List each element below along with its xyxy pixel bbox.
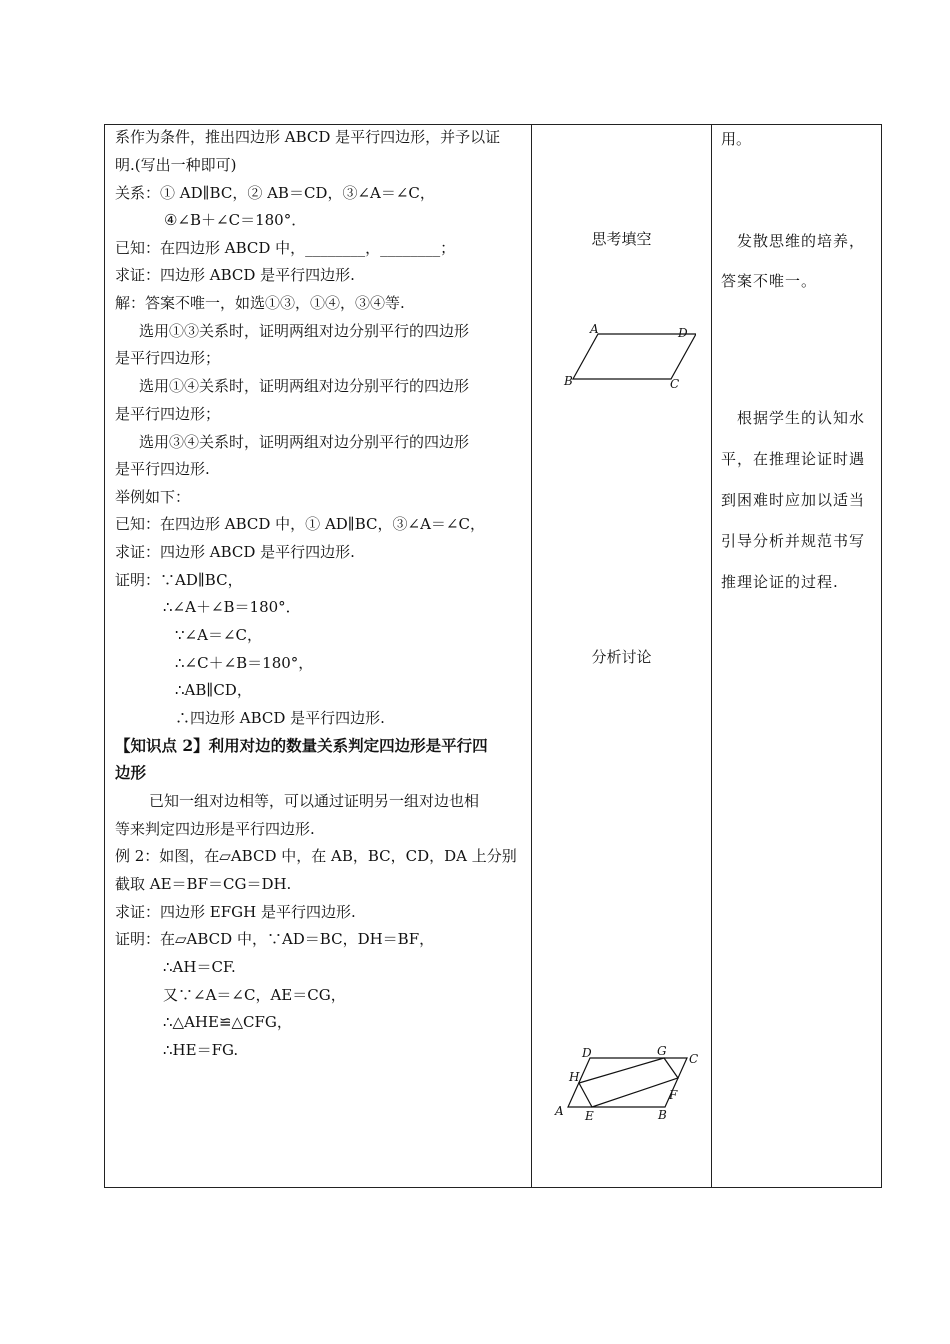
text-line: 选用①④关系时，证明两组对边分别平行的四边形 xyxy=(139,377,470,395)
text-line: 求证：四边形 EFGH 是平行四边形. xyxy=(115,903,356,921)
text-line: 关系：① AD∥BC，② AB＝CD，③∠A＝∠C， xyxy=(115,184,435,202)
text-line: 是平行四边形； xyxy=(115,349,221,367)
text-line: 求证：四边形 ABCD 是平行四边形. xyxy=(115,266,355,284)
label-a: A xyxy=(555,1104,564,1118)
text-line: 推理论证的过程. xyxy=(721,573,839,591)
text-line: 已知一组对边相等，可以通过证明另一组对边也相 xyxy=(149,792,480,810)
text-line: 解：答案不唯一，如选①③，①④，③④等. xyxy=(115,294,405,312)
activity-column xyxy=(532,125,711,1187)
text-line: 平，在推理论证时遇 xyxy=(721,450,866,468)
content-column xyxy=(115,125,527,1187)
label-e: E xyxy=(585,1109,594,1123)
text-line: 到困难时应加以适当 xyxy=(721,491,866,509)
label-f: F xyxy=(669,1088,678,1102)
text-line: ∴△AHE≌△CFG， xyxy=(163,1013,292,1031)
text-line: 引导分析并规范书写 xyxy=(721,532,866,550)
text-line: 又∵∠A＝∠C，AE＝CG， xyxy=(163,986,346,1004)
inner-quadrilateral-efgh xyxy=(579,1058,678,1107)
text-line: 根据学生的认知水 xyxy=(737,409,866,427)
text-line: 例 2：如图，在▱ABCD 中，在 AB，BC，CD，DA 上分别 xyxy=(115,847,517,865)
text-line: ∴HE＝FG. xyxy=(163,1041,239,1059)
text-line: 是平行四边形； xyxy=(115,405,221,423)
text-line: 证明：在▱ABCD 中，∵AD＝BC，DH＝BF， xyxy=(115,930,435,948)
text-line: 截取 AE＝BF＝CG＝DH. xyxy=(115,875,292,893)
think-fill-label: 思考填空 xyxy=(591,230,652,248)
text-line: 答案不唯一。 xyxy=(721,272,818,290)
text-line: ④∠B＋∠C＝180°． xyxy=(164,211,307,229)
parallelogram-abcd-figure xyxy=(556,321,696,391)
text-line: ∴AB∥CD， xyxy=(175,681,252,699)
text-line: 等来判定四边形是平行四边形. xyxy=(115,820,315,838)
column-divider xyxy=(711,125,712,1187)
text-line: ∴∠C＋∠B＝180°， xyxy=(175,654,314,672)
label-c: C xyxy=(689,1052,699,1066)
text-line: 系作为条件，推出四边形 ABCD 是平行四边形，并予以证 xyxy=(115,128,501,146)
label-d: D xyxy=(582,1046,592,1060)
text-line: 选用③④关系时，证明两组对边分别平行的四边形 xyxy=(139,433,470,451)
intent-column xyxy=(721,125,881,1187)
text-line: 是平行四边形. xyxy=(115,460,210,478)
text-line: 已知：在四边形 ABCD 中，________，________； xyxy=(115,239,456,257)
text-line: 证明：∵AD∥BC， xyxy=(115,571,243,589)
text-line: 用。 xyxy=(721,130,752,148)
text-line: ∴四边形 ABCD 是平行四边形. xyxy=(175,709,385,727)
text-line: 选用①③关系时，证明两组对边分别平行的四边形 xyxy=(139,322,470,340)
label-g: G xyxy=(657,1044,667,1058)
text-line: ∴AH＝CF. xyxy=(163,958,236,976)
parallelogram-efgh-figure xyxy=(547,1041,707,1131)
label-c: C xyxy=(670,377,680,391)
section-heading: 【知识点 2】利用对边的数量关系判定四边形是平行四 xyxy=(115,736,488,755)
text-line: 已知：在四边形 ABCD 中，① AD∥BC，③∠A＝∠C， xyxy=(115,515,485,533)
label-h: H xyxy=(569,1070,580,1084)
text-line: 发散思维的培养， xyxy=(737,232,866,250)
label-d: D xyxy=(678,326,688,340)
label-b: B xyxy=(564,374,573,388)
text-line: 举例如下： xyxy=(115,488,191,506)
label-a: A xyxy=(590,322,599,336)
section-heading: 边形 xyxy=(115,763,147,782)
text-line: 求证：四边形 ABCD 是平行四边形. xyxy=(115,543,355,561)
lesson-table xyxy=(104,124,882,1188)
parallelogram-shape xyxy=(573,334,696,379)
text-line: ∵∠A＝∠C， xyxy=(175,626,262,644)
text-line: 明.(写出一种即可) xyxy=(115,156,237,174)
label-b: B xyxy=(658,1108,667,1122)
analysis-discussion-label: 分析讨论 xyxy=(591,648,652,666)
text-line: ∴∠A＋∠B＝180°． xyxy=(163,598,301,616)
